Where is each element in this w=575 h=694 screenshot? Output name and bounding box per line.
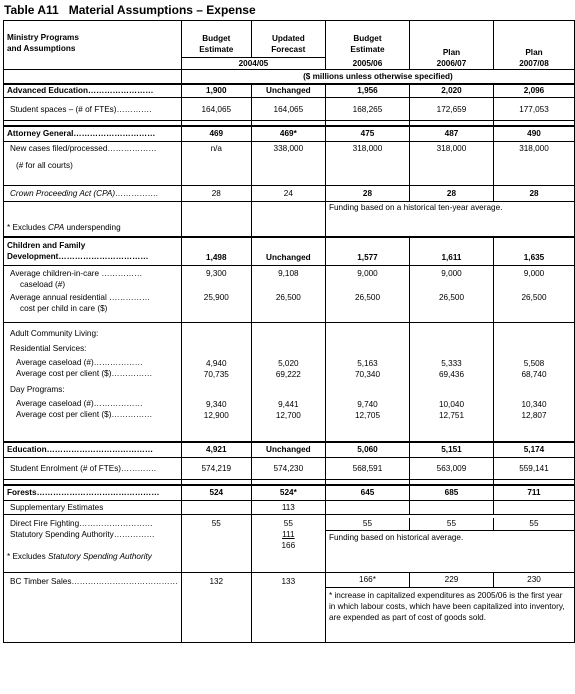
cell: 5,174 [493, 442, 574, 458]
cell: 490 [493, 126, 574, 142]
cell: 28 [493, 186, 574, 202]
children-label: Children and Family Development…………………………… [4, 237, 182, 266]
cell: 574,219 [181, 458, 251, 480]
cell: 1,611 [409, 237, 493, 266]
timber-plan: 166* 229 230 * increase in capitalized expenditures as 2005/06 is the first year in which labour costs, which have been capitalized into inventory, are expended as part of cost of goods sold. [325, 573, 574, 643]
header-year-2007: 2007/08 [493, 58, 574, 70]
fire-fighting-plan: 55 55 55 Funding based on historical average. [325, 515, 574, 573]
cell: 55 [181, 515, 251, 573]
cpa-note: Funding based on a historical ten-year average. [325, 202, 574, 237]
bc-timber-sales-label: BC Timber Sales………………………………… [4, 573, 182, 643]
adult-community-living: Adult Community Living: Residential Services: Average caseload (#)……………… Average cost per client ($)…………… Day Programs: Average caseload (#)……………… Average cost per client ($)…………… [4, 323, 182, 442]
cell: Unchanged [251, 442, 325, 458]
cell: 1,498 [181, 237, 251, 266]
cell: 177,053 [493, 98, 574, 121]
header-plan-2007: Plan [493, 21, 574, 58]
header-budget-estimate-2005: Budget Estimate [325, 21, 409, 58]
cpa-label: Crown Proceeding Act (CPA)……………. [4, 186, 182, 202]
header-year-2004: 2004/05 [181, 58, 325, 70]
cell: 5,151 [409, 442, 493, 458]
supplementary-estimates-label: Supplementary Estimates [4, 501, 182, 515]
attorney-general-label: Attorney General………………………… [4, 126, 182, 142]
cell: 469* [251, 126, 325, 142]
cell: 28 [181, 186, 251, 202]
cell: 2,020 [409, 84, 493, 98]
cell: 9,300 25,900 [181, 266, 251, 323]
header-programs: Ministry Programs and Assumptions [4, 21, 182, 70]
cell: 28 [409, 186, 493, 202]
cell: 164,065 [181, 98, 251, 121]
cell: 559,141 [493, 458, 574, 480]
education-label: Education………………………………… [4, 442, 182, 458]
cell: 5,333 69,436 10,040 12,751 [409, 323, 493, 442]
cell: 133 [251, 573, 325, 643]
children-caseload-label: Average children-in-care …………… caseload (#) Average annual residential …………… cost per child in care ($) [4, 266, 182, 323]
cell: 9,000 26,500 [325, 266, 409, 323]
cell: 5,508 68,740 10,340 12,807 [493, 323, 574, 442]
cell: 1,577 [325, 237, 409, 266]
cell: 9,000 26,500 [409, 266, 493, 323]
advanced-education-label: Advanced Education…………………… [4, 84, 182, 98]
cell: 645 [325, 485, 409, 501]
cell: 487 [409, 126, 493, 142]
cell: 172,659 [409, 98, 493, 121]
cell: 524* [251, 485, 325, 501]
cell: 164,065 [251, 98, 325, 121]
new-cases-label: New cases filed/processed……………… (# for all courts) [4, 142, 182, 186]
cell: 318,000 [493, 142, 574, 186]
header-year-2006: 2006/07 [409, 58, 493, 70]
cell: 2,096 [493, 84, 574, 98]
cell: 9,108 26,500 [251, 266, 325, 323]
student-spaces-label: Student spaces – (# of FTEs)…………. [4, 98, 182, 121]
cell: 1,635 [493, 237, 574, 266]
cell: Unchanged [251, 237, 325, 266]
header-plan-2006: Plan [409, 21, 493, 58]
cell: 568,591 [325, 458, 409, 480]
fire-note: Funding based on historical average. [328, 533, 464, 542]
cell: 168,265 [325, 98, 409, 121]
cell: 711 [493, 485, 574, 501]
cell: 9,000 26,500 [493, 266, 574, 323]
cell: 338,000 [251, 142, 325, 186]
expense-table [3, 20, 575, 643]
units-note: ($ millions unless otherwise specified) [181, 70, 574, 84]
cell: 5,163 70,340 9,740 12,705 [325, 323, 409, 442]
cell: 132 [181, 573, 251, 643]
cell: 469 [181, 126, 251, 142]
timber-note: * increase in capitalized expenditures as 2005/06 is the first year in which labour costs, which have been capitalized into inventory, are expended as part of cost of goods sold. [328, 591, 565, 622]
cell: 1,956 [325, 84, 409, 98]
cell: 685 [409, 485, 493, 501]
cell: 1,900 [181, 84, 251, 98]
forests-label: Forests……………………………………… [4, 485, 182, 501]
header-updated-forecast: Updated Forecast [251, 21, 325, 58]
cell: 475 [325, 126, 409, 142]
cell: 4,940 70,735 9,340 12,900 [181, 323, 251, 442]
cell: 574,230 [251, 458, 325, 480]
cell: 113 [251, 501, 325, 515]
cell: 5,060 [325, 442, 409, 458]
cell: 4,921 [181, 442, 251, 458]
header-year-2005: 2005/06 [325, 58, 409, 70]
cpa-footnote: * Excludes CPA underspending [4, 202, 182, 237]
cell: 55 111 166 [251, 515, 325, 573]
table-title: Table A11 Material Assumptions – Expense [4, 3, 256, 17]
cell: Unchanged [251, 84, 325, 98]
cell: 28 [325, 186, 409, 202]
cell: 5,020 69,222 9,441 12,700 [251, 323, 325, 442]
cell: 318,000 [409, 142, 493, 186]
student-enrolment-label: Student Enrolment (# of FTEs)…………. [4, 458, 182, 480]
cell: 524 [181, 485, 251, 501]
cell: 563,009 [409, 458, 493, 480]
fire-fighting-label: Direct Fire Fighting……………………… Statutory Spending Authority…………… * Excludes Statutory Spending Authority [4, 515, 182, 573]
cell: n/a [181, 142, 251, 186]
cell: 318,000 [325, 142, 409, 186]
header-budget-estimate: Budget Estimate [181, 21, 251, 58]
cell: 24 [251, 186, 325, 202]
